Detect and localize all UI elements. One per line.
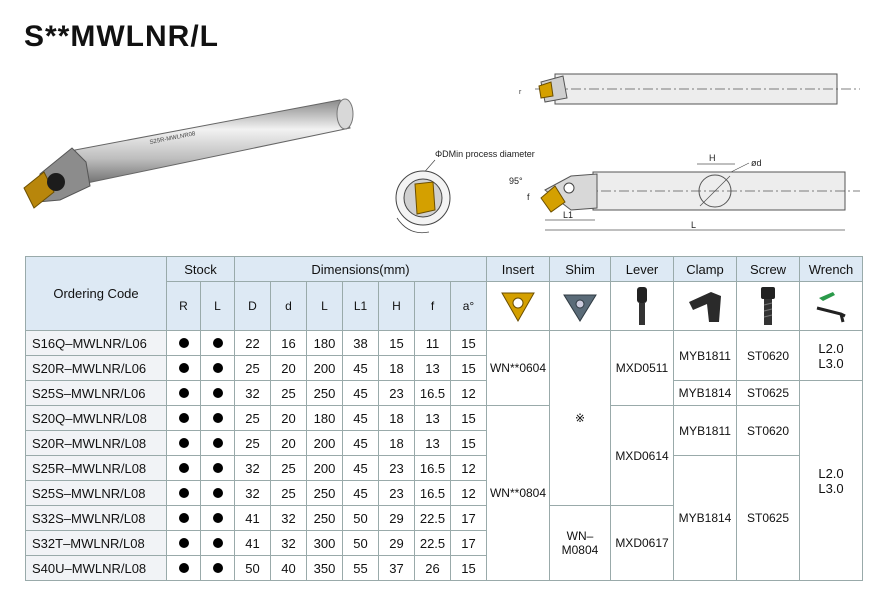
stock-l <box>201 356 235 381</box>
dim-h: 15 <box>379 331 415 356</box>
in-stock-dot <box>213 363 223 373</box>
dim-l1: 45 <box>343 406 379 431</box>
label-l: L <box>691 220 697 230</box>
wrench-a-line1: L2.0 <box>818 340 844 356</box>
in-stock-dot <box>179 563 189 573</box>
header-stock: Stock <box>167 257 235 282</box>
header-lever: Lever <box>611 257 674 282</box>
stock-r <box>167 456 201 481</box>
dim-d-big: 25 <box>235 406 271 431</box>
in-stock-dot <box>179 363 189 373</box>
dim-d-small: 25 <box>271 381 307 406</box>
svg-text:r: r <box>519 89 522 96</box>
dim-d-small: 32 <box>271 531 307 556</box>
stock-r <box>167 531 201 556</box>
ordering-code: S20R–MWLNR/L08 <box>26 431 167 456</box>
dim-angle: 15 <box>451 331 487 356</box>
subheader-f: f <box>415 282 451 331</box>
wrench-a-line2: L3.0 <box>818 355 844 371</box>
svg-text:S25R-MWLNR08: S25R-MWLNR08 <box>149 131 196 146</box>
clamp-a: MYB1811 <box>674 331 737 381</box>
dim-d-big: 50 <box>235 556 271 581</box>
dim-length: 300 <box>307 531 343 556</box>
dim-d-small: 16 <box>271 331 307 356</box>
dim-d-small: 20 <box>271 406 307 431</box>
header-screw: Screw <box>737 257 800 282</box>
dim-f: 16.5 <box>415 381 451 406</box>
dim-l1: 50 <box>343 531 379 556</box>
dim-d-big: 41 <box>235 531 271 556</box>
screw-a: ST0620 <box>737 331 800 381</box>
subheader-length: L <box>307 282 343 331</box>
wrench-b-line2: L3.0 <box>818 480 844 496</box>
header-ordering-code: Ordering Code <box>26 257 167 331</box>
dim-h: 23 <box>379 456 415 481</box>
stock-l <box>201 481 235 506</box>
in-stock-dot <box>179 438 189 448</box>
screw-d: ST0625 <box>737 456 800 581</box>
shim-08: WN–M0804 <box>550 506 611 581</box>
dim-l1: 38 <box>343 331 379 356</box>
wrench-a <box>800 331 863 381</box>
lever-image <box>611 282 674 331</box>
subheader-angle: a° <box>451 282 487 331</box>
in-stock-dot <box>179 513 189 523</box>
header-dimensions: Dimensions(mm) <box>235 257 487 282</box>
dim-angle: 12 <box>451 456 487 481</box>
subheader-d-big: D <box>235 282 271 331</box>
dim-angle: 17 <box>451 531 487 556</box>
stock-r <box>167 481 201 506</box>
in-stock-dot <box>213 413 223 423</box>
ordering-code: S20Q–MWLNR/L08 <box>26 406 167 431</box>
stock-l <box>201 381 235 406</box>
dim-l1: 45 <box>343 481 379 506</box>
dim-f: 16.5 <box>415 456 451 481</box>
dim-h: 18 <box>379 431 415 456</box>
dim-angle: 15 <box>451 356 487 381</box>
spec-table <box>25 256 863 581</box>
dim-f: 22.5 <box>415 506 451 531</box>
dim-l1: 45 <box>343 356 379 381</box>
stock-l <box>201 456 235 481</box>
screw-b: ST0625 <box>737 381 800 406</box>
dim-d-big: 25 <box>235 356 271 381</box>
dim-d-small: 40 <box>271 556 307 581</box>
ordering-code: S25R–MWLNR/L08 <box>26 456 167 481</box>
table-row <box>26 406 863 431</box>
stock-r <box>167 356 201 381</box>
dim-h: 37 <box>379 556 415 581</box>
label-h: H <box>709 153 716 163</box>
dim-f: 26 <box>415 556 451 581</box>
shim-note: ※ <box>550 331 611 506</box>
label-l1: L1 <box>563 210 574 220</box>
dim-d-big: 32 <box>235 481 271 506</box>
insert-06: WN**0604 <box>487 331 550 406</box>
header-insert: Insert <box>487 257 550 282</box>
ordering-code: S16Q–MWLNR/L06 <box>26 331 167 356</box>
dim-length: 200 <box>307 431 343 456</box>
screw-icon <box>756 285 780 327</box>
side-view-drawing <box>515 68 865 108</box>
in-stock-dot <box>213 488 223 498</box>
dim-f: 13 <box>415 406 451 431</box>
clamp-d: MYB1814 <box>674 456 737 581</box>
clamp-b: MYB1814 <box>674 381 737 406</box>
lever-b: MXD0614 <box>611 406 674 506</box>
subheader-l1: L1 <box>343 282 379 331</box>
table-row <box>26 331 863 356</box>
dim-length: 200 <box>307 456 343 481</box>
min-diameter-label: ΦDMin process diameter <box>435 149 535 159</box>
dim-length: 250 <box>307 506 343 531</box>
dim-length: 200 <box>307 356 343 381</box>
in-stock-dot <box>179 388 189 398</box>
label-angle: 95° <box>509 176 523 186</box>
dim-angle: 15 <box>451 406 487 431</box>
dim-h: 23 <box>379 481 415 506</box>
stock-l <box>201 556 235 581</box>
subheader-l: L <box>201 282 235 331</box>
dim-d-big: 41 <box>235 506 271 531</box>
in-stock-dot <box>213 438 223 448</box>
dim-h: 29 <box>379 531 415 556</box>
clamp-icon <box>685 286 725 326</box>
shim-icon <box>560 287 600 325</box>
in-stock-dot <box>179 463 189 473</box>
dim-length: 180 <box>307 331 343 356</box>
dim-length: 350 <box>307 556 343 581</box>
wrench-b <box>800 381 863 581</box>
dim-d-small: 32 <box>271 506 307 531</box>
ordering-code: S20R–MWLNR/L06 <box>26 356 167 381</box>
in-stock-dot <box>213 338 223 348</box>
dim-angle: 15 <box>451 556 487 581</box>
stock-r <box>167 331 201 356</box>
dim-angle: 12 <box>451 381 487 406</box>
stock-r <box>167 506 201 531</box>
in-stock-dot <box>213 538 223 548</box>
dim-d-small: 20 <box>271 431 307 456</box>
ordering-code: S40U–MWLNR/L08 <box>26 556 167 581</box>
stock-l <box>201 331 235 356</box>
stock-r <box>167 431 201 456</box>
dim-l1: 45 <box>343 456 379 481</box>
table-row <box>26 456 863 481</box>
wrench-icon <box>811 286 851 326</box>
header-wrench: Wrench <box>800 257 863 282</box>
dim-d-big: 22 <box>235 331 271 356</box>
dim-f: 22.5 <box>415 531 451 556</box>
insert-image <box>487 282 550 331</box>
dim-l1: 45 <box>343 431 379 456</box>
clamp-c: MYB1811 <box>674 406 737 456</box>
shim-image <box>550 282 611 331</box>
in-stock-dot <box>213 463 223 473</box>
stock-l <box>201 506 235 531</box>
dim-d-small: 20 <box>271 356 307 381</box>
label-od: ød <box>751 158 762 168</box>
dim-h: 18 <box>379 406 415 431</box>
dim-length: 250 <box>307 481 343 506</box>
dim-h: 29 <box>379 506 415 531</box>
dim-angle: 12 <box>451 481 487 506</box>
dim-d-small: 25 <box>271 481 307 506</box>
clamp-image <box>674 282 737 331</box>
dim-d-big: 25 <box>235 431 271 456</box>
subheader-r: R <box>167 282 201 331</box>
ordering-code: S32T–MWLNR/L08 <box>26 531 167 556</box>
dim-f: 13 <box>415 356 451 381</box>
stock-r <box>167 406 201 431</box>
insert-icon <box>498 287 538 325</box>
table-row <box>26 381 863 406</box>
stock-r <box>167 556 201 581</box>
subheader-d-small: d <box>271 282 307 331</box>
dim-f: 11 <box>415 331 451 356</box>
dim-d-small: 25 <box>271 456 307 481</box>
wrench-image <box>800 282 863 331</box>
screw-c: ST0620 <box>737 406 800 456</box>
dim-f: 16.5 <box>415 481 451 506</box>
lever-icon <box>627 285 657 327</box>
dim-angle: 17 <box>451 506 487 531</box>
header-clamp: Clamp <box>674 257 737 282</box>
dim-length: 180 <box>307 406 343 431</box>
dim-l1: 50 <box>343 506 379 531</box>
dim-f: 13 <box>415 431 451 456</box>
ordering-code: S25S–MWLNR/L08 <box>26 481 167 506</box>
page-title: S**MWLNR/L <box>24 20 219 53</box>
subheader-h: H <box>379 282 415 331</box>
dim-d-big: 32 <box>235 456 271 481</box>
dim-l1: 45 <box>343 381 379 406</box>
ordering-code: S25S–MWLNR/L06 <box>26 381 167 406</box>
dim-l1: 55 <box>343 556 379 581</box>
in-stock-dot <box>179 338 189 348</box>
ordering-code: S32S–MWLNR/L08 <box>26 506 167 531</box>
dim-angle: 15 <box>451 431 487 456</box>
screw-image <box>737 282 800 331</box>
boring-bar-photo <box>20 92 360 222</box>
in-stock-dot <box>213 388 223 398</box>
stock-r <box>167 381 201 406</box>
dim-h: 18 <box>379 356 415 381</box>
dim-d-big: 32 <box>235 381 271 406</box>
in-stock-dot <box>213 563 223 573</box>
stock-l <box>201 531 235 556</box>
stock-l <box>201 431 235 456</box>
lever-c: MXD0617 <box>611 506 674 581</box>
label-f: f <box>527 192 530 202</box>
plan-view-drawing <box>505 150 865 240</box>
in-stock-dot <box>179 538 189 548</box>
wrench-b-line1: L2.0 <box>818 465 844 481</box>
in-stock-dot <box>213 513 223 523</box>
stock-l <box>201 406 235 431</box>
header-shim: Shim <box>550 257 611 282</box>
lever-a: MXD0511 <box>611 331 674 406</box>
in-stock-dot <box>179 413 189 423</box>
insert-08: WN**0804 <box>487 406 550 581</box>
dim-length: 250 <box>307 381 343 406</box>
in-stock-dot <box>179 488 189 498</box>
dim-h: 23 <box>379 381 415 406</box>
